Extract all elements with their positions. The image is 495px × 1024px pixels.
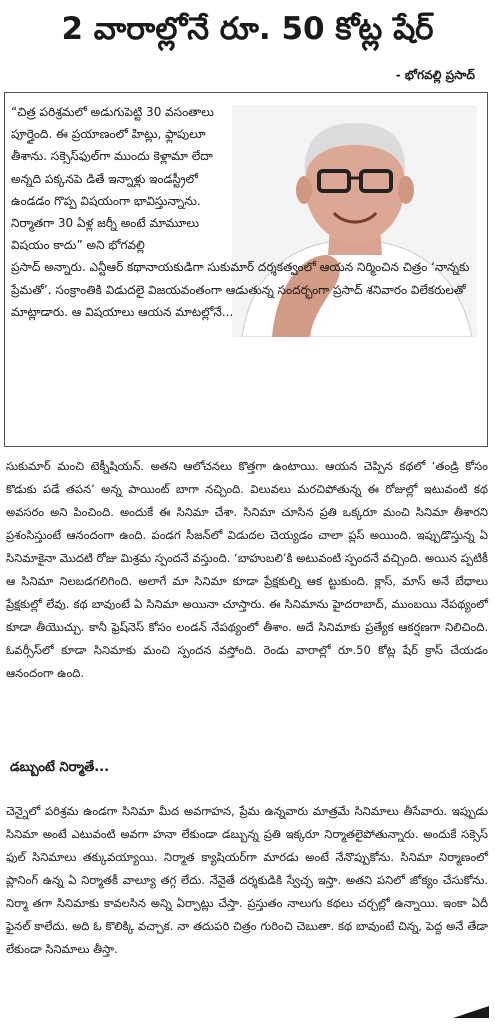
intro-quote	[11, 101, 483, 323]
paragraph-2: చెన్నైలో పరిశ్రమ ఉండగా సినిమా మీద అవగాహన, ప్రేమ ఉన్నవారు మాత్రమే సినిమాలు తీసేవారు. ఇప్పుడు సినిమా అంటే ఎటువంటి అవగా హనా లేకుండా డబ్బున్న ప్రతి ఇక్కరూ నిర్మాతలైపోతున్నారు. అందుకే సక్సెస్ ఫుల్ సినిమాలు తక్కువయ్యాయి. నిర్మాత క్యాషియర్‌గా మారడు అంటే నేనొప్పుకోను. సినిమా నిర్మాణంలో ప్లానింగ్ ఉన్న ఏ నిర్మాతకీ వాల్యూ తగ్గ లేదు. నేనైతే దర్శకుడికి స్వేచ్ఛ ఇస్తా. అతని పనిలో జోక్యం చేసుకోను. నిర్మా తగా సినిమాకు కావలసిన అన్ని ఏర్పాట్లు చేస్తా. ప్రస్తుతం నాలుగు కథలు చర్చల్లో ఉన్నాయి. ఇంకా ఏదీ ఫైనల్ కాలేదు. అది ఓ కొలిక్కి వచ్చాక. నా తదుపరి చిత్రం గురించి చెబుతా. కథ బావుంటే చిన్న, పెద్ద అనే తేడా లేకుండా సినిమాలు తీస్తా.	[6, 804, 488, 956]
headline: 2 వారాల్లోనే రూ. 50 కోట్ల షేర్	[61, 10, 434, 47]
intro-box	[4, 92, 488, 447]
intro-tail-text: ప్రసాద్ అన్నారు. ఎన్టీఆర్ కథానాయకుడిగా సుకుమార్ దర్శకత్వంలో ఆయన నిర్మించిన చిత్రం ‘నాన్నకు ప్రేమతో’. సంక్రాంతికి విడుదలై విజయవంతంగా ఆడుతున్న సందర్భంగా ప్రసాద్ శనివారం విలేకరులతో మాట్లాడారు. ఆ విషయాలు ఆయన మాటల్లోనే...	[11, 260, 470, 319]
subheading: డబ్బుంటే నిర్మాతే...	[10, 760, 110, 775]
intro-quote-text: “చిత్ర పరిశ్రమలో అడుగుపెట్టి 30 వసంతాలు పూర్తైంది. ఈ ప్రయాణంలో హిట్లు, ఫ్లాపులూ తీశాను. సక్సెస్‌ఫుల్‌గా ముందు కెళ్లామా లేదా అన్నది పక్కనపె డితే ఇన్నాళ్లు ఇండస్ట్రీలో ఉండడం గొప్ప విషయంగా భావిస్తున్నాను. నిర్మాతగా 30 ఏళ్ల జర్నీ అంటే మామూలు విషయం కాదు” అని భోగవల్లి	[11, 105, 214, 253]
paragraph-1: సుకుమార్ మంచి టెక్నీషియన్. అతని ఆలోచనలు కొత్తగా ఉంటాయి. ఆయన చెప్పిన కథలో ‘తండ్రి కోసం కొడుకు పడే తపన’ అన్న పాయింట్ బాగా నచ్చింది. విలువలు మరచిపోతున్న ఈ రోజుల్లో ఇటువంటి కథ అవసరం అని పించింది. అందుకే ఈ సినిమా చేశా. సినిమా చూసిన ప్రతి ఒక్కరూ మంచి సినిమా తీశారని ప్రశంసిస్తుంటే ఆనందంగా ఉంది. పండగ సీజన్‌లో విడుదల చెయ్యడం చాలా ప్లస్ అయింది. ఇప్పుడొస్తున్న ఏ సినిమాకైనా మొదటి రోజు మిశ్రమ స్పందనే వస్తుంది. ‘బాహుబలి’కి అటువంటి స్పందనే వచ్చింది. అయిన ప్పటికీ ఆ సినిమా నిలబడగలిగింది. అలాగే మా సినిమా కూడా ప్రేక్షకుల్ని ఆక ట్టుకుంది. క్లాస్, మాస్ అనే బేధాలు ప్రేక్షకుల్లో లేవు. కథ బావుంటే ఏ సినిమా అయినా చూస్తారు. ఈ సినిమాను హైదరాబాద్, ముంబయి నేపథ్యంలో కూడా తీయొచ్చు. కానీ ఫ్రెష్‌నెస్ కోసం లండన్ నేపథ్యంలో తీశాం. అదే సినిమాకు ప్రత్యేక ఆకర్షణగా నిలిచింది. ఓవర్సీస్‌లో కూడా సినిమాకు మంచి స్పందన వస్తోంది. రెండు వారాల్లో రూ.50 కోట్ల షేర్ క్రాస్ చేయడం ఆనందంగా ఉంది.	[6, 459, 488, 680]
end-mark-icon	[453, 1002, 489, 1018]
byline: - భోగవల్లి ప్రసాద్	[395, 68, 475, 82]
